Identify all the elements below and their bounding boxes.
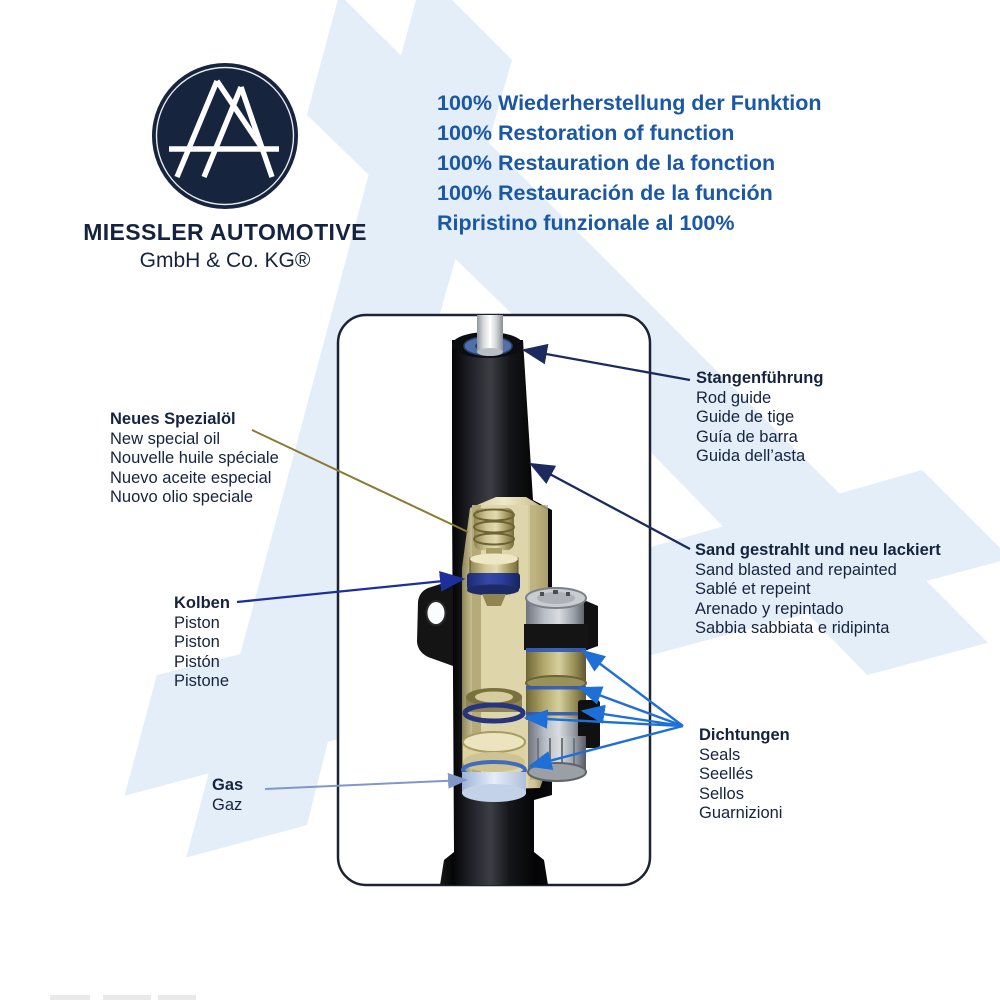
brand-wordmark — [70, 219, 380, 273]
base-valve-top — [463, 732, 525, 752]
headline-line: 100% Restauration de la fonction — [437, 151, 776, 175]
callout-translation: Sabbia sabbiata e ridipinta — [695, 619, 890, 637]
callout-rod-guide — [696, 369, 823, 467]
callout-translation: Guía de barra — [696, 427, 798, 446]
callout-oil — [110, 410, 279, 508]
callout-title: Kolben — [174, 594, 230, 612]
callout-translation: Sablé et repeint — [695, 580, 811, 598]
gas-band-bottom — [462, 784, 526, 802]
rebound-cap-inner — [475, 692, 513, 703]
callout-translation: Guide de tige — [696, 408, 795, 426]
piston-rod — [477, 314, 503, 352]
brand-name: MIESSLER AUTOMOTIVE — [83, 219, 367, 245]
callout-translation: Piston — [174, 633, 220, 651]
callout-translation: Gaz — [212, 795, 243, 814]
callout-title: Stangenführung — [696, 369, 824, 387]
callout-translation: Nouvelle huile spéciale — [110, 449, 279, 467]
callout-repaint — [695, 541, 941, 639]
callout-translation: Sand blasted and repainted — [695, 560, 897, 579]
callout-translation: Pistón — [174, 652, 220, 671]
brand-logo — [150, 61, 300, 211]
callout-title: Sand gestrahlt und neu lackiert — [695, 541, 941, 559]
callout-title: Dichtungen — [699, 726, 790, 744]
callout-translation: Guida dell’asta — [696, 447, 806, 465]
callout-translation: Rod guide — [696, 388, 772, 407]
bracket-hole — [427, 601, 446, 625]
callout-translation: Guarnizioni — [699, 804, 783, 822]
callout-translation: Nuevo aceite especial — [110, 468, 272, 487]
callout-piston — [174, 594, 230, 692]
callout-translation: Nuovo olio speciale — [110, 488, 254, 506]
headline-line: Ripristino funzionale al 100% — [437, 211, 735, 235]
callout-translation: Seals — [699, 745, 741, 764]
callout-title: Neues Spezialöl — [110, 410, 236, 428]
brand-subtitle: GmbH & Co. KG® — [139, 249, 311, 272]
callout-translation: Arenado y repintado — [695, 599, 844, 618]
piston-seal-bottom — [467, 585, 519, 596]
headline-line: 100% Restauración de la función — [437, 181, 773, 205]
callout-translation: New special oil — [110, 429, 221, 448]
callout-translation: Seellés — [699, 765, 754, 783]
headline-line: 100% Restoration of function — [437, 121, 735, 145]
callout-seals — [699, 726, 790, 824]
headline-line: 100% Wiederherstellung der Funktion — [437, 91, 822, 115]
headline — [437, 88, 822, 238]
piston-top — [470, 554, 518, 565]
callout-translation: Piston — [174, 613, 220, 632]
callout-translation: Sellos — [699, 784, 744, 803]
callout-translation: Pistone — [174, 672, 230, 690]
rod-base — [477, 348, 503, 356]
callout-title: Gas — [212, 776, 244, 794]
callout-gas — [212, 776, 243, 815]
